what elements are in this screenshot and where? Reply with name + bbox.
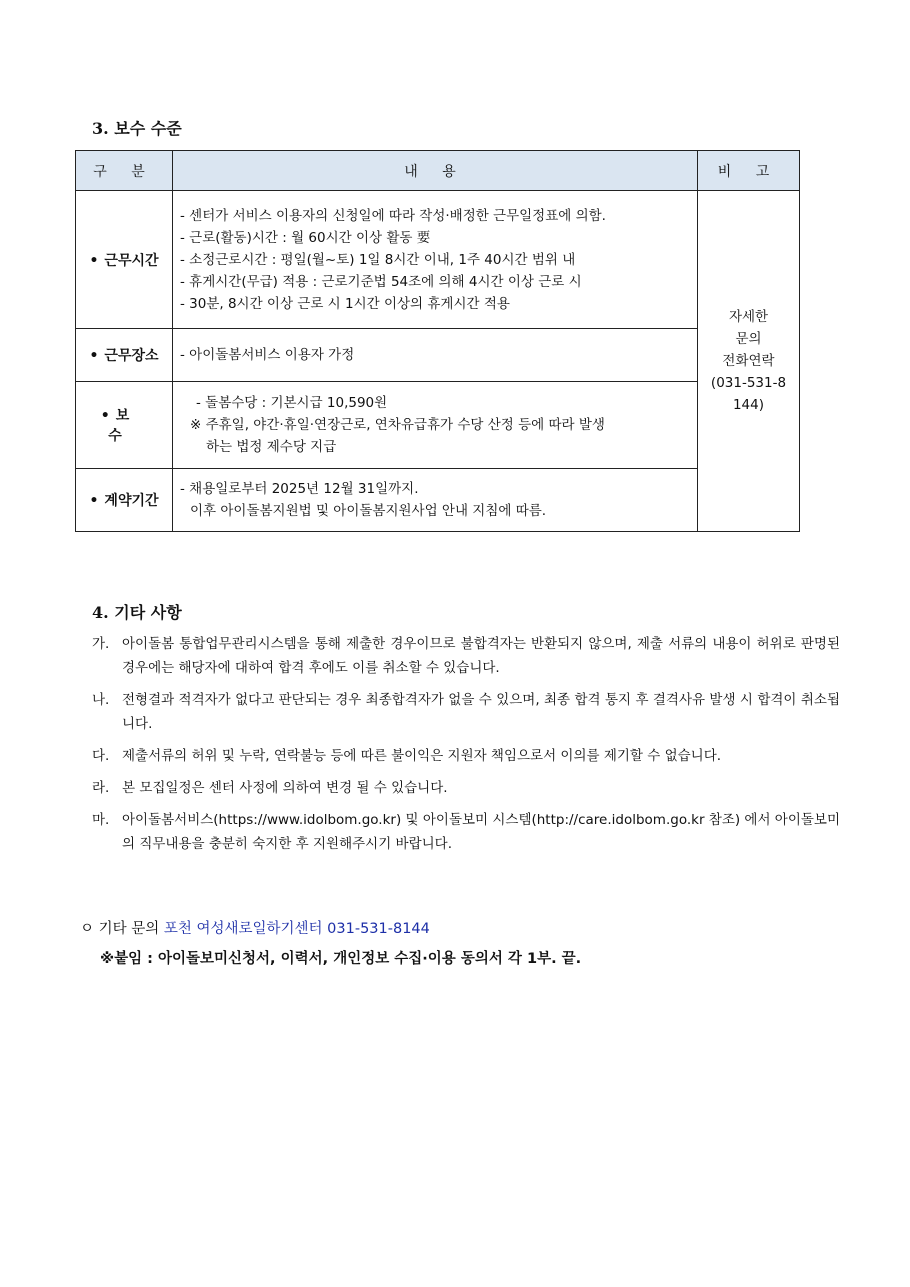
- list-item: [92, 808, 840, 856]
- list-item-text: 아이돌봄서비스(https://www.idolbom.go.kr) 및 아이돌보미 시스템(http://care.idolbom.go.kr 참조) 에서 아이돌보미의 직무내용을 충분히 숙지한 후 지원해주시기 바랍니다.: [122, 812, 841, 852]
- etc-list: [92, 632, 840, 864]
- list-item: [92, 632, 840, 680]
- row-category-work-hours: [76, 191, 173, 329]
- content-line: - 돌봄수당 : 기본시급 10,590원: [196, 395, 388, 411]
- content-line: - 휴게시간(무급) 적용 : 근로기준법 54조에 의해 4시간 이상 근로 시: [180, 273, 582, 290]
- header-category: 구 분: [76, 151, 173, 191]
- list-item: [92, 776, 840, 800]
- note-line: 144): [732, 397, 765, 413]
- attachment-note: ※붙임 : 아이돌보미신청서, 이력서, 개인정보 수집·이용 동의서 각 1부. 끝.: [100, 951, 582, 967]
- content-line: - 아이돌봄서비스 이용자 가정: [180, 347, 355, 363]
- bullet-icon: •: [89, 493, 99, 509]
- content-line: 이후 아이돌봄지원법 및 아이돌봄지원사업 안내 지침에 따름.: [190, 503, 547, 519]
- category-label: 계약기간: [104, 493, 159, 509]
- row-content-pay: [173, 382, 698, 469]
- note-cell: [698, 191, 800, 532]
- list-item-text: 아이돌봄 통합업무관리시스템을 통해 제출한 경우이므로 불합격자는 반환되지 않으며, 제출 서류의 내용이 허위로 판명된 경우에는 해당자에 대하여 합격 후에도 이를 취소할 수 있습니다.: [122, 636, 840, 676]
- content-line: - 근로(활동)시간 : 월 60시간 이상 활동 要: [180, 229, 431, 246]
- table-row: [76, 469, 800, 532]
- bullet-icon: •: [100, 408, 110, 424]
- content-line: - 센터가 서비스 이용자의 신청일에 따라 작성·배정한 근무일정표에 의함.: [180, 207, 606, 224]
- row-content-work-place: [173, 329, 698, 382]
- content-line: 하는 법정 제수당 지급: [206, 439, 337, 455]
- content-line: ※ 주휴일, 야간·휴일·연장근로, 연차유급휴가 수당 산정 등에 따라 발생: [190, 417, 605, 433]
- contact-center: 포천 여성새로일하기센터 031-531-8144: [163, 921, 430, 937]
- list-item-mark: 나.: [92, 692, 110, 708]
- bullet-icon: •: [89, 252, 99, 269]
- row-category-work-place: [76, 329, 173, 382]
- table-row: [76, 191, 800, 329]
- table-row: [76, 329, 800, 382]
- contact-line: [80, 917, 430, 938]
- content-line: - 채용일로부터 2025년 12월 31일까지.: [180, 481, 419, 497]
- note-line: 자세한: [728, 309, 769, 325]
- note-line: 문의: [735, 331, 762, 347]
- table-row: [76, 382, 800, 469]
- header-note: 비 고: [698, 151, 800, 191]
- section-3-title: 3. 보수 수준: [92, 119, 182, 138]
- row-content-work-hours: [173, 191, 698, 329]
- list-item-mark: 라.: [92, 780, 110, 796]
- list-item-text: 본 모집일정은 센터 사정에 의하여 변경 될 수 있습니다.: [122, 780, 448, 796]
- category-label: 근무장소: [104, 348, 159, 364]
- row-content-contract: [173, 469, 698, 532]
- list-item-mark: 마.: [92, 812, 110, 828]
- contact-prefix: ㅇ 기타 문의: [80, 921, 164, 937]
- row-category-contract: [76, 469, 173, 532]
- header-content: 내 용: [173, 151, 698, 191]
- content-line: - 30분, 8시간 이상 근로 시 1시간 이상의 휴게시간 적용: [180, 295, 510, 312]
- category-label: 근무시간: [104, 252, 159, 269]
- bullet-icon: •: [89, 348, 99, 364]
- pay-table: [75, 150, 800, 532]
- pay-table-header: [76, 151, 800, 191]
- note-line: (031-531-8: [710, 375, 787, 391]
- list-item-text: 제출서류의 허위 및 누락, 연락불능 등에 따른 불이익은 지원자 책임으로서 이의를 제기할 수 없습니다.: [122, 748, 722, 764]
- list-item: [92, 744, 840, 768]
- list-item-text: 전형결과 적격자가 없다고 판단되는 경우 최종합격자가 없을 수 있으며, 최종 합격 통지 후 결격사유 발생 시 합격이 취소됩니다.: [122, 692, 840, 732]
- row-category-pay: [76, 382, 173, 469]
- category-label: 보 수: [108, 408, 148, 444]
- section-4-title: 4. 기타 사항: [92, 603, 182, 622]
- note-line: 전화연락: [722, 353, 775, 369]
- list-item: [92, 688, 840, 736]
- content-line: - 소정근로시간 : 평일(월~토) 1일 8시간 이내, 1주 40시간 범위 내: [180, 251, 576, 268]
- list-item-mark: 다.: [92, 748, 110, 764]
- list-item-mark: 가.: [92, 636, 110, 652]
